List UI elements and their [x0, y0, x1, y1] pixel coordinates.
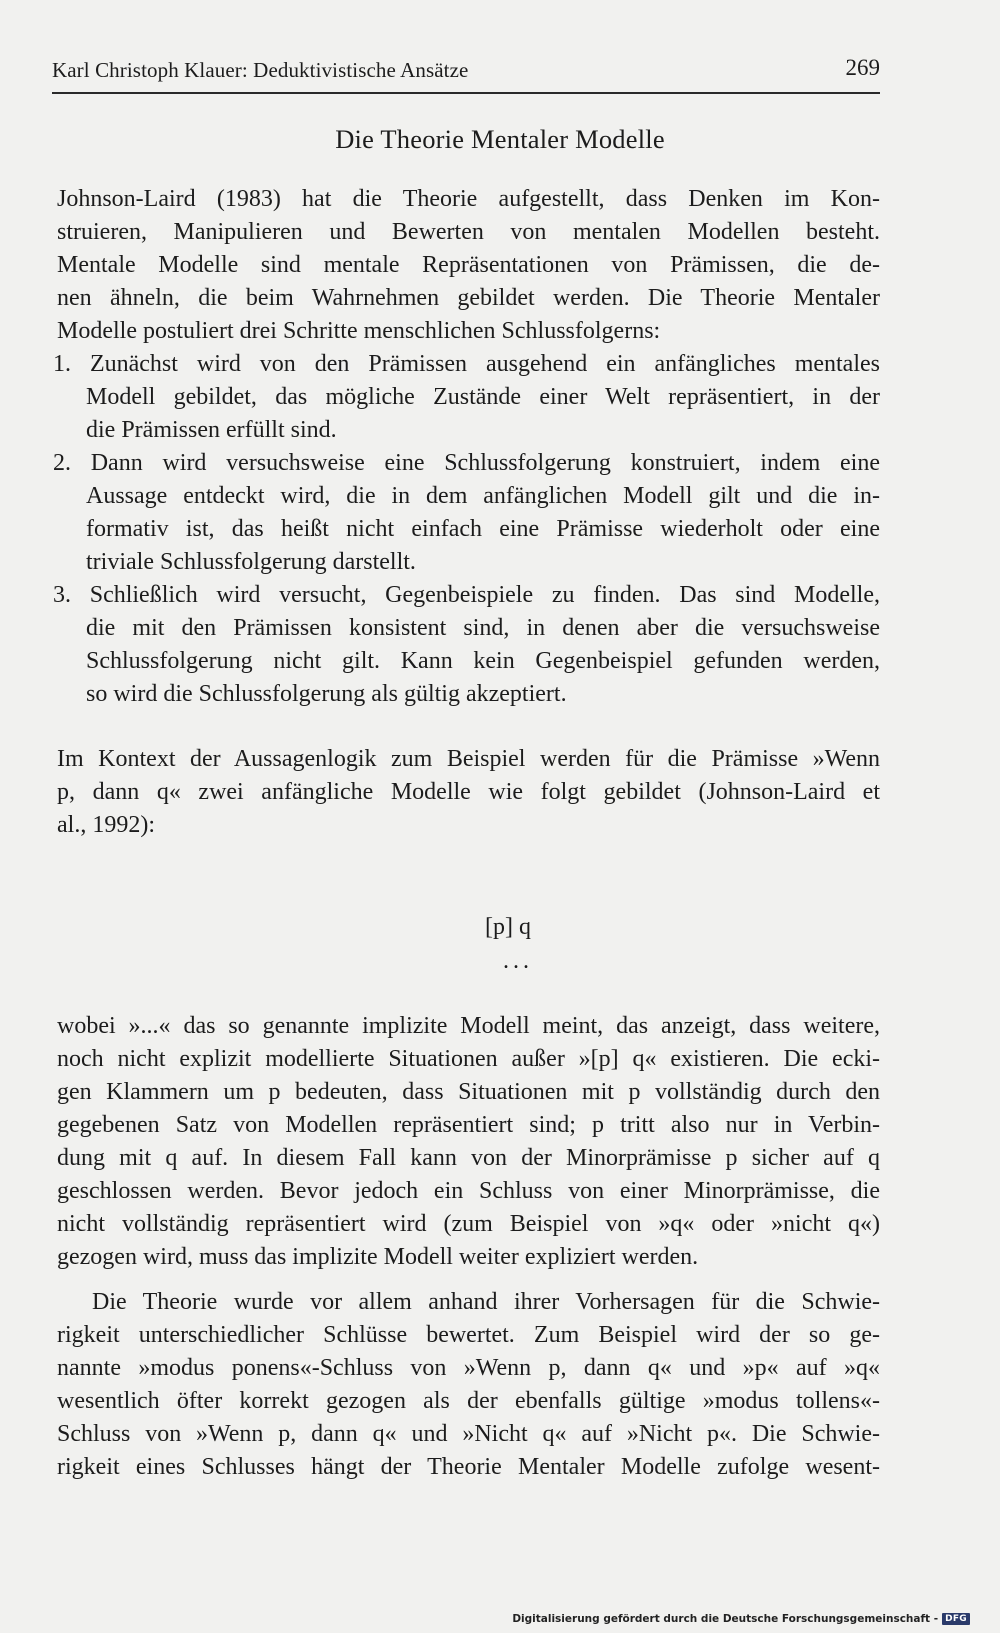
text-line: Johnson-Laird (1983) hat die Theorie aufgestellt, dass Denken im Kon- [57, 186, 880, 212]
list-item-1-line: 1. Zunächst wird von den Prämissen ausgehend ein anfängliches mentales [53, 351, 880, 377]
text-line: wobei »...« das so genannte implizite Modell meint, das anzeigt, dass weitere, [57, 1013, 880, 1039]
text-line: rigkeit unterschiedlicher Schlüsse bewertet. Zum Beispiel wird der so ge- [57, 1322, 880, 1348]
digitization-credit [512, 1613, 970, 1625]
list-item-2-line: Aussage entdeckt wird, die in dem anfänglichen Modell gilt und die in- [86, 483, 880, 509]
page-number: 269 [845, 55, 880, 80]
list-item-3-line: die mit den Prämissen konsistent sind, in denen aber die versuchsweise [86, 615, 880, 641]
running-head [52, 52, 880, 94]
text-line: wesentlich öfter korrekt gezogen als der ebenfalls gültige »modus tollens«- [57, 1388, 880, 1414]
text-line: Schluss von »Wenn p, dann q« und »Nicht q« auf »Nicht p«. Die Schwie- [57, 1421, 880, 1447]
text-line: gegebenen Satz von Modellen repräsentiert sind; p tritt also nur in Verbin- [57, 1112, 880, 1138]
text-line: gen Klammern um p bedeuten, dass Situationen mit p vollständig durch den [57, 1079, 880, 1105]
text-line: al., 1992): [57, 812, 155, 838]
text-line: nen ähneln, die beim Wahrnehmen gebildet werden. Die Theorie Mentaler [57, 285, 880, 311]
list-item-1-line: Modell gebildet, das mögliche Zustände einer Welt repräsentiert, in der [86, 384, 880, 410]
running-title: Karl Christoph Klauer: Deduktivistische Ansätze [52, 58, 469, 82]
text-line: gezogen wird, muss das implizite Modell weiter expliziert werden. [57, 1244, 699, 1270]
list-item-2-line: triviale Schlussfolgerung darstellt. [86, 549, 416, 575]
text-line: Modelle postuliert drei Schritte menschlichen Schlussfolgerns: [57, 318, 661, 344]
text-line: Die Theorie wurde vor allem anhand ihrer Vorhersagen für die Schwie- [92, 1289, 880, 1315]
text-line: rigkeit eines Schlusses hängt der Theorie Mentaler Modelle zufolge wesent- [57, 1454, 880, 1480]
text-line: Im Kontext der Aussagenlogik zum Beispiel werden für die Prämisse »Wenn [57, 746, 880, 772]
list-item-3-line: Schlussfolgerung nicht gilt. Kann kein Gegenbeispiel gefunden werden, [86, 648, 880, 674]
text-line: nicht vollständig repräsentiert wird (zum Beispiel von »q« oder »nicht q«) [57, 1211, 880, 1237]
list-item-1-line: die Prämissen erfüllt sind. [86, 417, 337, 443]
text-line: geschlossen werden. Bevor jedoch ein Schluss von einer Minorprämisse, die [57, 1178, 880, 1204]
text-line: struieren, Manipulieren und Bewerten von mentalen Modellen besteht. [57, 219, 880, 245]
credit-text: Digitalisierung gefördert durch die Deutsche Forschungsgemeinschaft - [512, 1613, 939, 1625]
section-title: Die Theorie Mentaler Modelle [335, 124, 665, 154]
text-line: dung mit q auf. In diesem Fall kann von der Minorprämisse p sicher auf q [57, 1145, 880, 1171]
text-line: p, dann q« zwei anfängliche Modelle wie folgt gebildet (Johnson-Laird et [57, 779, 880, 805]
list-item-2-line: formativ ist, das heißt nicht einfach eine Prämisse wiederholt oder eine [86, 516, 880, 542]
implicit-model-dots: ... [503, 948, 533, 974]
text-line: Mentale Modelle sind mentale Repräsentationen von Prämissen, die de- [57, 252, 880, 278]
dfg-logo: DFG [942, 1613, 970, 1625]
text-line: noch nicht explizit modellierte Situationen außer »[p] q« existieren. Die ecki- [57, 1046, 880, 1072]
list-item-3-line: 3. Schließlich wird versucht, Gegenbeispiele zu finden. Das sind Modelle, [53, 582, 880, 608]
list-item-3-line: so wird die Schlussfolgerung als gültig akzeptiert. [86, 681, 567, 707]
model-formula: [p] q [485, 914, 531, 940]
list-item-2-line: 2. Dann wird versuchsweise eine Schlussfolgerung konstruiert, indem eine [53, 450, 880, 476]
text-line: nannte »modus ponens«-Schluss von »Wenn p, dann q« und »p« auf »q« [57, 1355, 880, 1381]
